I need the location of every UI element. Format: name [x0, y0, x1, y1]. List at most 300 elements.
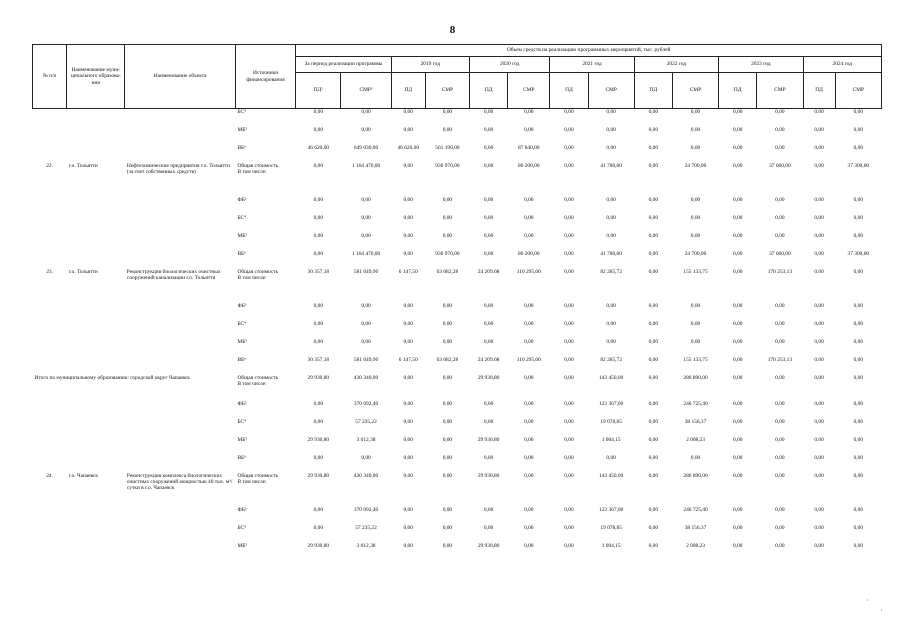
amount-cell: 1 164 470,00: [351, 250, 381, 257]
amount-cell: 0,00: [403, 374, 413, 381]
scan-speck: ·: [880, 606, 883, 615]
amount-cell: 0,00: [732, 356, 743, 363]
amount-cell: 0,00: [853, 196, 864, 203]
table-row: [33, 525, 882, 543]
amount-cell: 0,00: [648, 436, 659, 443]
header-sub-pd: ПД: [719, 73, 757, 109]
header-sub-pd: ПД: [391, 73, 425, 109]
amount-cell: 37 600,00: [769, 250, 791, 257]
amount-cell: 0,00: [564, 338, 574, 345]
amount-cell: 0,00: [483, 144, 494, 151]
amount-cell: 0,00: [524, 214, 534, 221]
amount-cell: 0,00: [648, 356, 659, 363]
amount-cell: 0,00: [648, 524, 659, 531]
amount-cell: 649 030,00: [353, 144, 379, 151]
amount-cell: 0,00: [564, 268, 574, 275]
amount-cell: 0,00: [732, 338, 743, 345]
table-row: [33, 357, 882, 375]
amount-cell: 0,00: [814, 302, 824, 309]
row-number-cell: 23.: [46, 268, 53, 275]
amount-cell: 0,00: [648, 196, 659, 203]
amount-cell: 3 012,38: [356, 542, 376, 549]
table-row: [33, 507, 882, 525]
object-name-cell: [125, 197, 236, 215]
row-number-cell: [33, 251, 67, 269]
municipality-cell: [67, 233, 125, 251]
amount-cell: 0,00: [313, 196, 324, 203]
amount-cell: 0,00: [732, 232, 743, 239]
header-year-2021: 2021 год: [550, 57, 634, 73]
object-name-cell: [125, 543, 236, 561]
object-name-cell: [125, 145, 236, 163]
amount-cell: 0,00: [524, 542, 534, 549]
amount-cell: 0,00: [564, 506, 574, 513]
amount-cell: 0,00: [606, 320, 616, 327]
amount-cell: 0,00: [690, 144, 701, 151]
table-row: [33, 145, 882, 163]
amount-cell: 0,00: [313, 400, 324, 407]
amount-cell: 0,00: [313, 418, 324, 425]
municipality-cell: [67, 543, 125, 561]
amount-cell: 0,00: [853, 472, 864, 479]
amount-cell: 0,00: [814, 109, 824, 115]
funding-source-cell: МБ⁵: [237, 542, 248, 549]
municipality-cell: [67, 507, 125, 525]
amount-cell: 0,00: [524, 232, 534, 239]
scan-speck: ·: [866, 596, 869, 605]
municipality-cell: г.о. Чапаевск: [68, 472, 99, 479]
amount-cell: 86 200,00: [518, 250, 540, 257]
amount-cell: 0,00: [853, 400, 864, 407]
header-sub-pd: ПД: [803, 73, 835, 109]
amount-cell: 0,00: [775, 302, 785, 309]
amount-cell: 0,00: [853, 436, 864, 443]
municipality-cell: [67, 357, 125, 375]
amount-cell: 24 700,00: [684, 250, 707, 257]
amount-cell: 0,00: [442, 472, 453, 479]
amount-cell: 0,00: [775, 418, 785, 425]
funding-source-cell: МБ⁵: [237, 126, 248, 133]
amount-cell: 0,00: [403, 302, 413, 309]
amount-cell: 0,00: [524, 196, 534, 203]
amount-cell: 0,00: [564, 400, 574, 407]
amount-cell: 0,00: [853, 144, 864, 151]
row-number-cell: [33, 507, 67, 525]
funding-source-cell: ВБ⁶: [237, 144, 247, 151]
row-number-cell: [33, 357, 67, 375]
amount-cell: 0,00: [814, 374, 824, 381]
amount-cell: 0,00: [814, 214, 824, 221]
header-year-2022: 2022 год: [634, 57, 718, 73]
amount-cell: 0,00: [648, 418, 659, 425]
amount-cell: 0,00: [853, 126, 864, 133]
table-row: [33, 455, 882, 473]
table-row: [33, 269, 882, 303]
amount-cell: 0,00: [648, 126, 659, 133]
table-row: [33, 251, 882, 269]
amount-cell: 0,00: [313, 338, 324, 345]
municipality-cell: [67, 321, 125, 339]
amount-cell: 1 004,15: [601, 436, 621, 443]
amount-cell: 0,00: [775, 338, 785, 345]
funding-source-cell: БС⁴: [237, 214, 246, 221]
amount-cell: 0,00: [648, 268, 659, 275]
amount-cell: 0,00: [606, 109, 616, 115]
object-name-cell: [125, 215, 236, 233]
amount-cell: 0,00: [361, 214, 371, 221]
amount-cell: 0,00: [814, 250, 824, 257]
amount-cell: 0,00: [483, 126, 494, 133]
amount-cell: 38 156,37: [684, 418, 707, 425]
amount-cell: 0,00: [606, 232, 616, 239]
amount-cell: 29 930,80: [477, 542, 500, 549]
amount-cell: 0,00: [814, 162, 824, 169]
municipality-cell: [67, 215, 125, 233]
amount-cell: 0,00: [775, 524, 785, 531]
amount-cell: 0,00: [775, 400, 785, 407]
amount-cell: 0,00: [403, 472, 413, 479]
amount-cell: 0,00: [442, 109, 453, 115]
amount-cell: 0,00: [775, 472, 785, 479]
amount-cell: 0,00: [361, 126, 371, 133]
table-body: [33, 109, 882, 561]
amount-cell: 0,00: [483, 418, 494, 425]
amount-cell: 0,00: [814, 524, 824, 531]
amount-cell: 0,00: [732, 250, 743, 257]
amount-cell: 0,00: [361, 196, 371, 203]
amount-cell: 0,00: [648, 144, 659, 151]
header-group-title: Объем средств на реализацию программных мероприятий, тыс. рублей: [296, 45, 882, 57]
municipality-cell: [67, 437, 125, 455]
amount-cell: 0,00: [564, 542, 574, 549]
amount-cell: 19 078,85: [600, 418, 622, 425]
table-row: [33, 163, 882, 197]
amount-cell: 0,00: [524, 400, 534, 407]
amount-cell: 29 930,80: [477, 436, 500, 443]
amount-cell: 0,00: [648, 338, 659, 345]
funding-source-cell: ФБ³: [237, 302, 247, 309]
amount-cell: 0,00: [775, 506, 785, 513]
funding-source-cell: ВБ⁶: [237, 454, 247, 461]
amount-cell: 123 367,00: [599, 400, 624, 407]
amount-cell: 1 164 470,00: [351, 162, 381, 169]
amount-cell: 0,00: [483, 214, 494, 221]
amount-cell: 0,00: [564, 320, 574, 327]
funding-source-cell: БС⁴: [237, 418, 246, 425]
header-num: № п/п: [33, 45, 67, 109]
amount-cell: 0,00: [814, 436, 824, 443]
municipality-cell: [67, 525, 125, 543]
amount-cell: 57 235,22: [355, 418, 377, 425]
amount-cell: 0,00: [313, 524, 324, 531]
amount-cell: 370 092,40: [353, 400, 379, 407]
amount-cell: 41 700,00: [600, 162, 622, 169]
object-name-cell: [125, 507, 236, 525]
amount-cell: 63 082,28: [436, 268, 459, 275]
amount-cell: 0,00: [775, 144, 785, 151]
amount-cell: 0,00: [313, 454, 324, 461]
row-number-cell: 22.: [46, 162, 53, 169]
amount-cell: 29 930,80: [307, 436, 330, 443]
header-year-2020: 2020 год: [470, 57, 550, 73]
amount-cell: 0,00: [732, 418, 743, 425]
amount-cell: 0,00: [442, 374, 453, 381]
amount-cell: 0,00: [313, 250, 324, 257]
amount-cell: 0,00: [483, 338, 494, 345]
amount-cell: 6 147,50: [398, 356, 418, 363]
financing-table: [32, 44, 882, 561]
amount-cell: 0,00: [853, 374, 864, 381]
amount-cell: 0,00: [524, 126, 534, 133]
amount-cell: 0,00: [564, 162, 574, 169]
amount-cell: 0,00: [403, 214, 413, 221]
amount-cell: 0,00: [403, 232, 413, 239]
amount-cell: 0,00: [564, 472, 574, 479]
amount-cell: 0,00: [442, 542, 453, 549]
amount-cell: 0,00: [606, 338, 616, 345]
amount-cell: 0,00: [483, 109, 494, 115]
amount-cell: 37 300,00: [847, 162, 870, 169]
amount-cell: 0,00: [814, 418, 824, 425]
table-row: [33, 339, 882, 357]
table-header: [33, 45, 882, 109]
amount-cell: 0,00: [775, 109, 785, 115]
amount-cell: 0,00: [403, 196, 413, 203]
amount-cell: 0,00: [775, 196, 785, 203]
row-number-cell: [33, 215, 67, 233]
row-number-cell: [33, 109, 67, 127]
amount-cell: 0,00: [814, 126, 824, 133]
amount-cell: 0,00: [814, 196, 824, 203]
amount-cell: 0,00: [732, 454, 743, 461]
object-name-cell: Реконструкция биологических очистных сооружений канализации г.о. Тольятти: [126, 268, 221, 281]
header-sub-smr: СМР: [508, 73, 550, 109]
amount-cell: 370 092,40: [353, 506, 379, 513]
amount-cell: 0,00: [853, 356, 864, 363]
amount-cell: 143 450,00: [599, 472, 624, 479]
amount-cell: 0,00: [361, 302, 371, 309]
amount-cell: 0,00: [524, 472, 534, 479]
table-row: [33, 401, 882, 419]
amount-cell: 0,00: [853, 542, 864, 549]
amount-cell: 0,00: [648, 250, 659, 257]
amount-cell: 155 133,75: [683, 356, 708, 363]
table-row: [33, 197, 882, 215]
amount-cell: 0,00: [775, 232, 785, 239]
amount-cell: 0,00: [313, 320, 324, 327]
amount-cell: 0,00: [564, 374, 574, 381]
amount-cell: 0,00: [442, 524, 453, 531]
amount-cell: 0,00: [483, 506, 494, 513]
amount-cell: 0,00: [814, 454, 824, 461]
table-row: [33, 303, 882, 321]
amount-cell: 0,00: [361, 454, 371, 461]
table-row: [33, 215, 882, 233]
amount-cell: 0,00: [648, 109, 659, 115]
amount-cell: 2 008,23: [686, 542, 705, 549]
amount-cell: 0,00: [442, 400, 453, 407]
amount-cell: 82 285,72: [600, 356, 622, 363]
municipality-cell: [67, 109, 125, 127]
amount-cell: 0,00: [483, 162, 494, 169]
amount-cell: 87 840,00: [518, 144, 540, 151]
amount-cell: 0,00: [361, 232, 371, 239]
amount-cell: 0,00: [483, 232, 494, 239]
header-sources: Источники финансирования: [235, 45, 295, 109]
amount-cell: 0,00: [403, 250, 413, 257]
amount-cell: 0,00: [442, 302, 453, 309]
amount-cell: 0,00: [648, 302, 659, 309]
header-object: Наименование объекта: [125, 45, 236, 109]
amount-cell: 0,00: [313, 109, 324, 115]
table-row: [33, 375, 882, 401]
amount-cell: 155 133,75: [683, 268, 708, 275]
amount-cell: 0,00: [814, 472, 824, 479]
row-number-cell: [33, 455, 67, 473]
amount-cell: 0,00: [606, 454, 616, 461]
amount-cell: 0,00: [606, 196, 616, 203]
amount-cell: 0,00: [814, 400, 824, 407]
table-row: [33, 437, 882, 455]
amount-cell: 0,00: [313, 506, 324, 513]
amount-cell: 0,00: [403, 126, 413, 133]
amount-cell: 0,00: [732, 302, 743, 309]
amount-cell: 286 890,00: [683, 374, 708, 381]
amount-cell: 0,00: [690, 232, 701, 239]
amount-cell: 246 725,40: [683, 400, 708, 407]
municipality-cell: [67, 251, 125, 269]
amount-cell: 63 082,28: [436, 356, 459, 363]
amount-cell: 0,00: [442, 454, 453, 461]
header-year-2019: 2019 год: [391, 57, 469, 73]
row-number-cell: [33, 127, 67, 145]
amount-cell: 0,00: [606, 126, 616, 133]
object-name-cell: [125, 525, 236, 543]
amount-cell: 0,00: [732, 506, 743, 513]
amount-cell: 0,00: [853, 506, 864, 513]
object-name-cell: [125, 251, 236, 269]
object-name-cell: [125, 321, 236, 339]
amount-cell: 0,00: [524, 302, 534, 309]
amount-cell: 46 620,00: [307, 144, 330, 151]
amount-cell: 0,00: [442, 436, 453, 443]
funding-source-cell: ВБ⁶: [237, 356, 247, 363]
row-number-cell: [33, 145, 67, 163]
amount-cell: 30 357,18: [307, 268, 330, 275]
funding-source-cell: Общая стоимость В том числе:: [237, 374, 279, 387]
municipality-cell: [67, 127, 125, 145]
funding-source-cell: ФБ³: [237, 506, 247, 513]
amount-cell: 0,00: [814, 506, 824, 513]
amount-cell: 0,00: [564, 214, 574, 221]
amount-cell: 0,00: [606, 214, 616, 221]
amount-cell: 0,00: [442, 126, 453, 133]
row-number-cell: [33, 233, 67, 251]
municipality-cell: [67, 197, 125, 215]
amount-cell: 2 008,23: [686, 436, 705, 443]
amount-cell: 37 300,00: [847, 250, 870, 257]
object-name-cell: [125, 357, 236, 375]
municipality-cell: [67, 419, 125, 437]
amount-cell: 581 049,96: [353, 268, 379, 275]
amount-cell: 86 200,00: [518, 162, 540, 169]
amount-cell: 0,00: [775, 214, 785, 221]
header-sub-pd: ПД: [634, 73, 672, 109]
amount-cell: 0,00: [442, 214, 453, 221]
amount-cell: 0,00: [483, 196, 494, 203]
amount-cell: 0,00: [690, 302, 701, 309]
amount-cell: 0,00: [648, 374, 659, 381]
object-name-cell: [125, 303, 236, 321]
amount-cell: 0,00: [606, 302, 616, 309]
amount-cell: 0,00: [483, 524, 494, 531]
amount-cell: 0,00: [524, 506, 534, 513]
amount-cell: 0,00: [853, 268, 864, 275]
row-number-cell: [33, 339, 67, 357]
funding-source-cell: БС⁴: [237, 524, 246, 531]
amount-cell: 0,00: [313, 126, 324, 133]
row-number-cell: [33, 197, 67, 215]
header-sub-pd: ПД: [470, 73, 508, 109]
header-year-2024: 2024 год: [803, 57, 882, 73]
amount-cell: 0,00: [403, 338, 413, 345]
amount-cell: 0,00: [403, 320, 413, 327]
amount-cell: 41 700,00: [600, 250, 622, 257]
amount-cell: 29 930,80: [307, 374, 330, 381]
amount-cell: 0,00: [732, 542, 743, 549]
amount-cell: 82 285,72: [600, 268, 622, 275]
amount-cell: 37 600,00: [769, 162, 791, 169]
amount-cell: 0,00: [524, 320, 534, 327]
row-number-cell: [33, 419, 67, 437]
amount-cell: 0,00: [524, 524, 534, 531]
amount-cell: 581 049,96: [353, 356, 379, 363]
amount-cell: 0,00: [403, 542, 413, 549]
header-sub-smr: СМР: [835, 73, 881, 109]
amount-cell: 0,00: [814, 338, 824, 345]
amount-cell: 0,00: [564, 232, 574, 239]
amount-cell: 0,00: [483, 250, 494, 257]
amount-cell: 57 235,22: [355, 524, 377, 531]
object-name-cell: [125, 109, 236, 127]
amount-cell: 0,00: [690, 126, 701, 133]
table-row: [33, 233, 882, 251]
object-name-cell: [125, 401, 236, 419]
header-sub-smr: СМР: [672, 73, 718, 109]
amount-cell: 0,00: [690, 338, 701, 345]
amount-cell: 0,00: [403, 162, 413, 169]
funding-source-cell: ФБ³: [237, 196, 247, 203]
amount-cell: 0,00: [361, 109, 371, 115]
funding-source-cell: Общая стоимость В том числе:: [237, 268, 279, 281]
amount-cell: 38 156,37: [684, 524, 707, 531]
amount-cell: 46 620,00: [397, 144, 420, 151]
amount-cell: 430 340,00: [353, 374, 379, 381]
amount-cell: 0,00: [732, 400, 743, 407]
amount-cell: 0,00: [775, 436, 785, 443]
amount-cell: 0,00: [524, 109, 534, 115]
amount-cell: 0,00: [442, 232, 453, 239]
table-row: [33, 419, 882, 437]
amount-cell: 19 078,85: [600, 524, 622, 531]
amount-cell: 0,00: [732, 144, 743, 151]
funding-source-cell: МБ⁵: [237, 338, 248, 345]
amount-cell: 0,00: [648, 400, 659, 407]
amount-cell: 0,00: [403, 436, 413, 443]
municipality-cell: [67, 303, 125, 321]
amount-cell: 0,00: [775, 374, 785, 381]
funding-source-cell: Общая стоимость В том числе:: [237, 472, 279, 485]
